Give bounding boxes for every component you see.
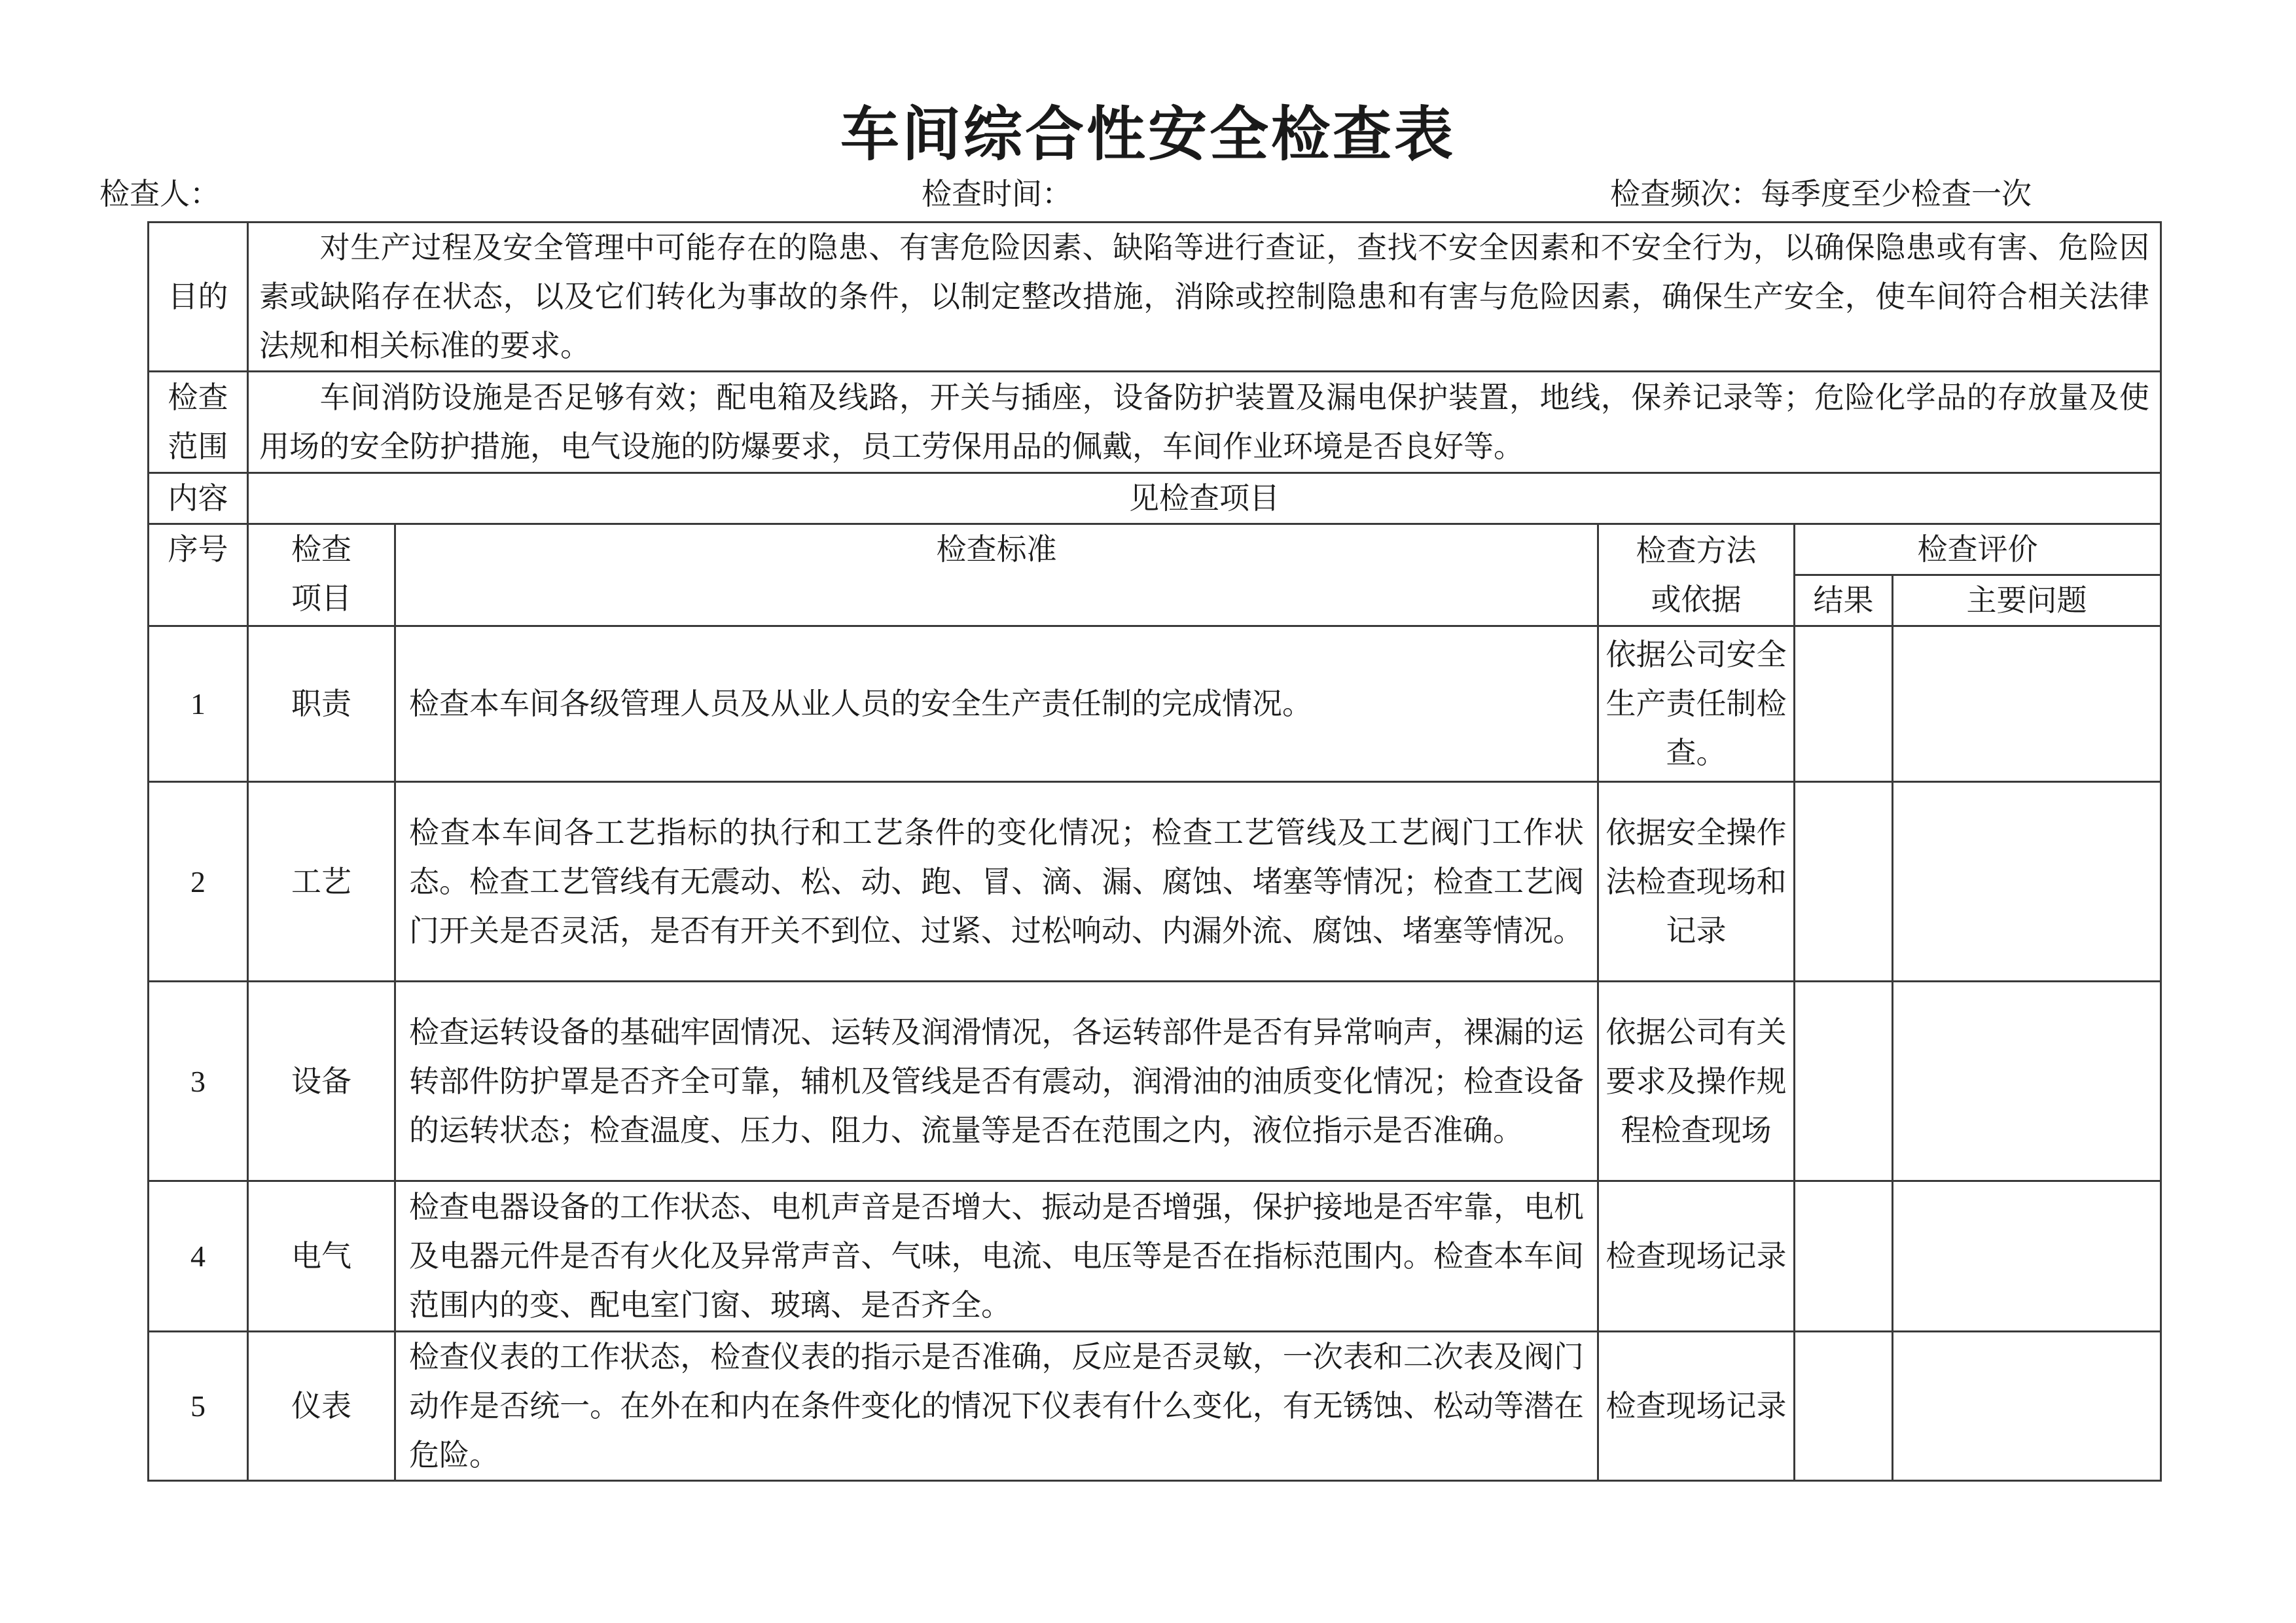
scope-cell (248, 372, 2161, 473)
scope-label (149, 372, 248, 473)
header-issues: 主要问题 (1893, 575, 2161, 626)
content-row (149, 473, 2161, 524)
inspector-label: 检查人： (99, 176, 220, 211)
content-text: 见检查项目 (248, 473, 2161, 524)
row-item: 设备 (248, 982, 395, 1181)
row-standard: 检查仪表的工作状态，检查仪表的指示是否准确，反应是否灵敏，一次表和二次表及阀门动作是否统一。在外在和内在条件变化的情况下仪表有什么变化，有无锈蚀、松动等潜在危险。 (395, 1332, 1598, 1481)
row-method: 依据公司有关要求及操作规程检查现场 (1598, 982, 1795, 1181)
purpose-text: 对生产过程及安全管理中可能存在的隐患、有害危险因素、缺陷等进行查证，查找不安全因素和不安全行为，以确保隐患或有害、危险因素或缺陷存在状态，以及它们转化为事故的条件，以制定整改措施，消除或控制隐患和有害与危险因素，确保生产安全，使车间符合相关法律法规和相关标准的要求。 (259, 230, 2149, 363)
row-result[interactable] (1795, 1181, 1893, 1332)
scope-row (149, 372, 2161, 473)
row-method: 检查现场记录 (1598, 1332, 1795, 1481)
scope-label-line1: 检查 (168, 380, 228, 415)
header-seq: 序号 (149, 524, 248, 626)
row-item: 职责 (248, 626, 395, 782)
row-issues[interactable] (1893, 782, 2161, 982)
table-row (149, 1332, 2161, 1481)
row-standard: 检查本车间各级管理人员及从业人员的安全生产责任制的完成情况。 (395, 626, 1598, 782)
row-standard: 检查电器设备的工作状态、电机声音是否增大、振动是否增强，保护接地是否牢靠，电机及电器元件是否有火化及异常声音、气味，电流、电压等是否在指标范围内。检查本车间范围内的变、配电室门窗、玻璃、是否齐全。 (395, 1181, 1598, 1332)
row-item: 仪表 (248, 1332, 395, 1481)
row-issues[interactable] (1893, 626, 2161, 782)
row-item: 工艺 (248, 782, 395, 982)
header-standard: 检查标准 (395, 524, 1598, 626)
purpose-cell (248, 223, 2161, 372)
table-row (149, 1181, 2161, 1332)
row-standard: 检查运转设备的基础牢固情况、运转及润滑情况，各运转部件是否有异常响声，裸漏的运转部件防护罩是否齐全可靠，辅机及管线是否有震动，润滑油的油质变化情况；检查设备的运转状态；检查温度、压力、阻力、流量等是否在范围之内，液位指示是否准确。 (395, 982, 1598, 1181)
row-seq: 3 (149, 982, 248, 1181)
header-result: 结果 (1795, 575, 1893, 626)
row-result[interactable] (1795, 1332, 1893, 1481)
scope-text: 车间消防设施是否足够有效；配电箱及线路，开关与插座，设备防护装置及漏电保护装置，地线，保养记录等；危险化学品的存放量及使用场的安全防护措施，电气设施的防爆要求，员工劳保用品的佩戴，车间作业环境是否良好等。 (259, 380, 2149, 464)
table-row (149, 982, 2161, 1181)
page-title: 车间综合性安全检查表 (840, 99, 1456, 169)
header-row (149, 524, 2161, 575)
row-issues[interactable] (1893, 982, 2161, 1181)
row-seq: 1 (149, 626, 248, 782)
row-result[interactable] (1795, 626, 1893, 782)
header-item-line2: 项目 (291, 580, 351, 616)
row-result[interactable] (1795, 782, 1893, 982)
header-evaluation: 检查评价 (1795, 524, 2161, 575)
row-method: 依据公司安全生产责任制检查。 (1598, 626, 1795, 782)
row-seq: 4 (149, 1181, 248, 1332)
row-issues[interactable] (1893, 1332, 2161, 1481)
purpose-row (149, 223, 2161, 372)
inspection-time-label: 检查时间： (922, 176, 1072, 211)
row-seq: 2 (149, 782, 248, 982)
table-row (149, 626, 2161, 782)
scope-label-line2: 范围 (168, 429, 228, 464)
row-method: 依据安全操作法检查现场和记录 (1598, 782, 1795, 982)
purpose-label: 目的 (149, 223, 248, 372)
inspection-frequency-label: 检查频次：每季度至少检查一次 (1610, 176, 2032, 211)
table-row (149, 782, 2161, 982)
row-item: 电气 (248, 1181, 395, 1332)
header-method-line2: 或依据 (1651, 581, 1742, 617)
inspection-table (147, 221, 2162, 1482)
row-standard: 检查本车间各工艺指标的执行和工艺条件的变化情况；检查工艺管线及工艺阀门工作状态。检查工艺管线有无震动、松、动、跑、冒、滴、漏、腐蚀、堵塞等情况；检查工艺阀门开关是否灵活，是否有开关不到位、过紧、过松响动、内漏外流、腐蚀、堵塞等情况。 (395, 782, 1598, 982)
row-result[interactable] (1795, 982, 1893, 1181)
row-seq: 5 (149, 1332, 248, 1481)
header-item (248, 524, 395, 626)
row-method: 检查现场记录 (1598, 1181, 1795, 1332)
row-issues[interactable] (1893, 1181, 2161, 1332)
content-label: 内容 (149, 473, 248, 524)
header-item-line1: 检查 (291, 531, 351, 567)
header-method-line1: 检查方法 (1636, 532, 1757, 568)
header-method (1598, 524, 1795, 626)
